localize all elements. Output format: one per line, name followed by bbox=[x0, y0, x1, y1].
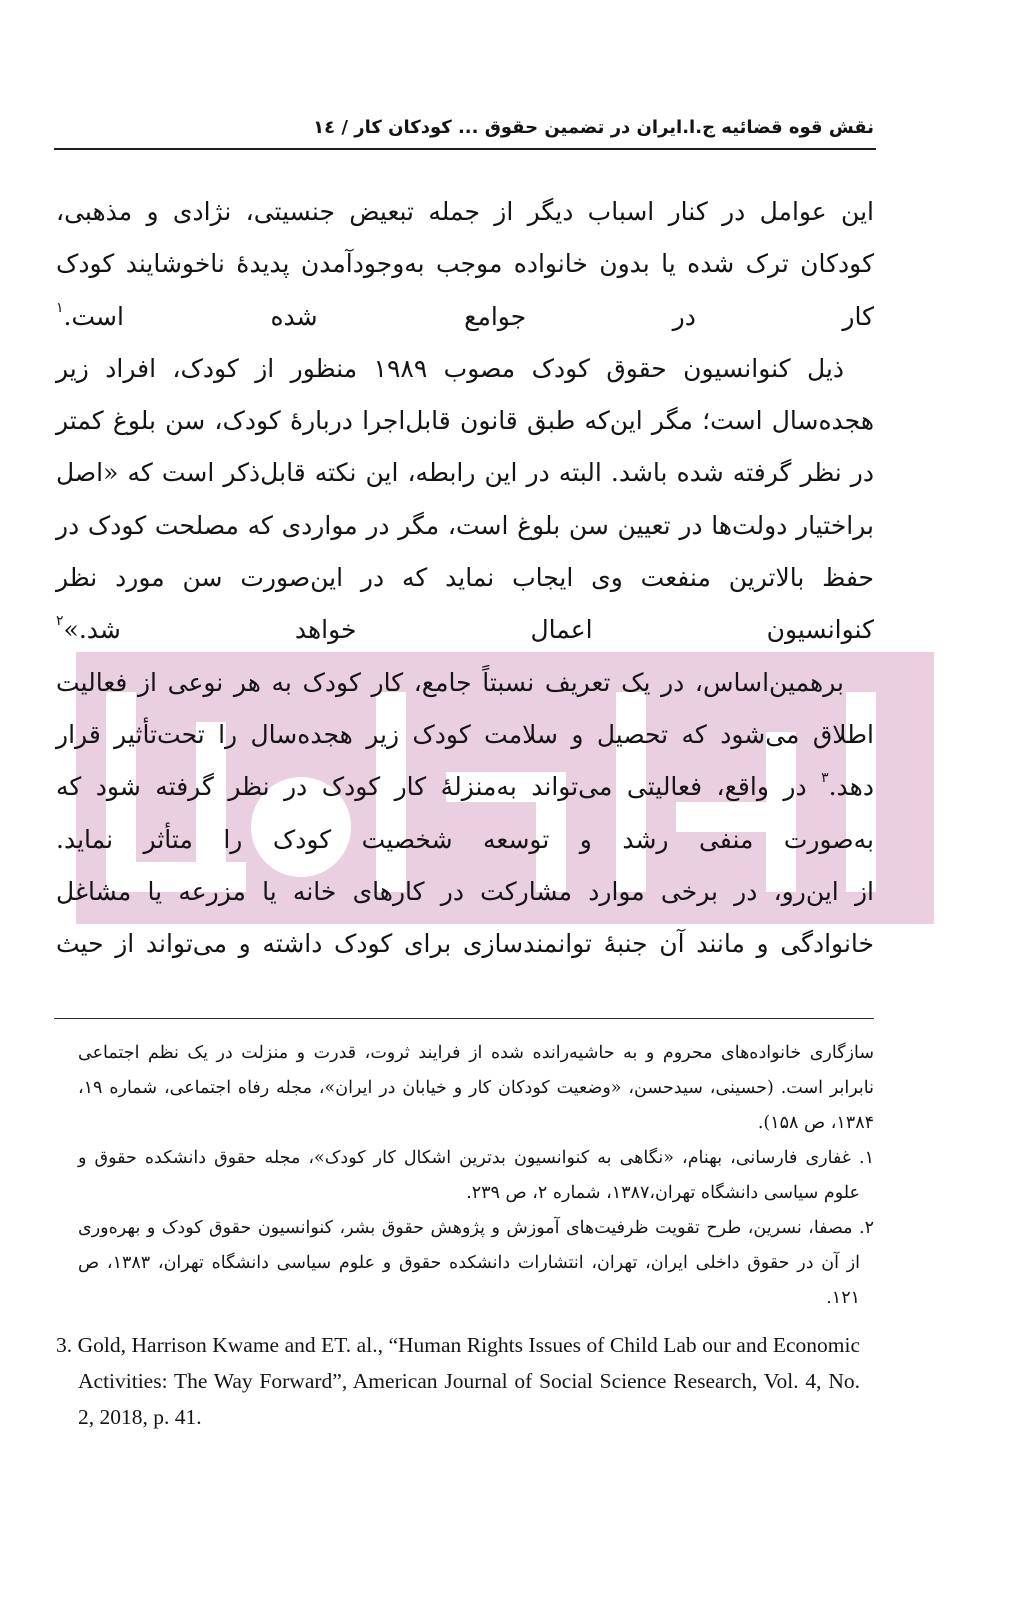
footnote-1: ۱. غفاری فارسانی، بهنام، «نگاهی به کنوانسیون بدترین اشکال کار کودک»، مجله حقوق دانشکده حقوق و علوم سیاسی دانشگاه تهران،۱۳۸۷، شماره ۲، ص ۲۳۹. bbox=[78, 1148, 874, 1203]
paragraph-2-text: ذیل کنوانسیون حقوق کودک مصوب ۱۹۸۹ منظور از کودک، افراد زیر هجده‌سال است؛ مگر این‌که طبق قانون قابل‌اجرا دربارهٔ کودک، سن بلوغ کمتر در نظر گرفته شده باشد. البته در این رابطه، این نکته قابل‌ذکر است که «اصل براختیار دولت‌ها در تعیین سن بلوغ است، مگر در مواردی که مصلحت کودک در حفظ بالاترین منفعت وی ایجاب نماید که در این‌صورت سن مورد نظر کنوانسیون اعمال خواهد شد.» bbox=[56, 353, 874, 645]
body-text bbox=[56, 186, 874, 970]
paragraph-3-text-before: برهمین‌اساس، در یک تعریف نسبتاً جامع، کار کودک به هر نوعی از فعالیت اطلاق می‌شود که تحصیل و سلامت کودک زیر هجده‌سال را تحت‌تأثیر قرار دهد. bbox=[56, 667, 874, 802]
footnote-ref-1: ۱ bbox=[56, 299, 64, 316]
header-rule bbox=[54, 148, 876, 150]
paragraph-1 bbox=[56, 186, 874, 343]
footnote-ref-3: ۳ bbox=[821, 770, 829, 787]
paragraph-2 bbox=[56, 343, 874, 657]
paragraph-1-text: این عوامل در کنار اسباب دیگر از جمله تبعیض جنسیتی، نژادی و مذهبی، کودکان ترک شده یا بدون خانواده موجب به‌وجودآمدن پدیدهٔ ناخوشایند کودک کار در جوامع شده است. bbox=[56, 197, 874, 331]
footnote-ref-2: ۲ bbox=[56, 613, 64, 630]
paragraph-4-text: از این‌رو، در برخی موارد مشارکت در کارهای خانه یا مزرعه یا مشاغل خانوادگی و مانند آن جنبهٔ توانمندسازی برای کودک داشته و می‌تواند از حیث bbox=[56, 876, 874, 959]
footnote-3: 3. Gold, Harrison Kwame and ET. al., “Human Rights Issues of Child Lab our and Economic Activities: The Way Forward”, American Journal of Social Science Research, Vol. 4, No. 2, 2018, p. 41. bbox=[56, 1333, 860, 1429]
paragraph-3 bbox=[56, 657, 874, 866]
footnote-2: ۲. مصفا، نسرین، طرح تقویت ظرفیت‌های آموزش و پژوهش حقوق بشر، کنوانسیون حقوق کودک و بهره‌وری از آن در حقوق داخلی ایران، تهران، انتشارات دانشکده حقوق و علوم سیاسی دانشگاه تهران، ۱۳۸۳، ص ۱۲۱. bbox=[78, 1218, 874, 1308]
paragraph-3-text-after: در واقع، فعالیتی می‌تواند به‌منزلهٔ کار کودک در نظر گرفته شود که به‌صورت منفی رشد و توسعه شخصیت کودک را متأثر نماید. bbox=[56, 772, 874, 854]
footnote-continuation: سازگاری خانواده‌های محروم و به حاشیه‌رانده شده از فرایند ثروت، قدرت و منزلت در یک نظم اجتماعی نابرابر است. (حسینی، سیدحسن، «وضعیت کودکان کار و خیابان در ایران»، مجله رفاه اجتماعی، شماره ۱۹، ۱۳۸۴، ص ۱۵۸). bbox=[78, 1043, 874, 1133]
running-header: نقش قوه قضائیه ج.ا.ایران در تضمین حقوق ... کودکان کار / ۱٤ bbox=[313, 117, 874, 138]
footnote-rule bbox=[54, 1018, 874, 1019]
footnotes-persian bbox=[78, 1036, 874, 1316]
paragraph-4 bbox=[56, 866, 874, 971]
